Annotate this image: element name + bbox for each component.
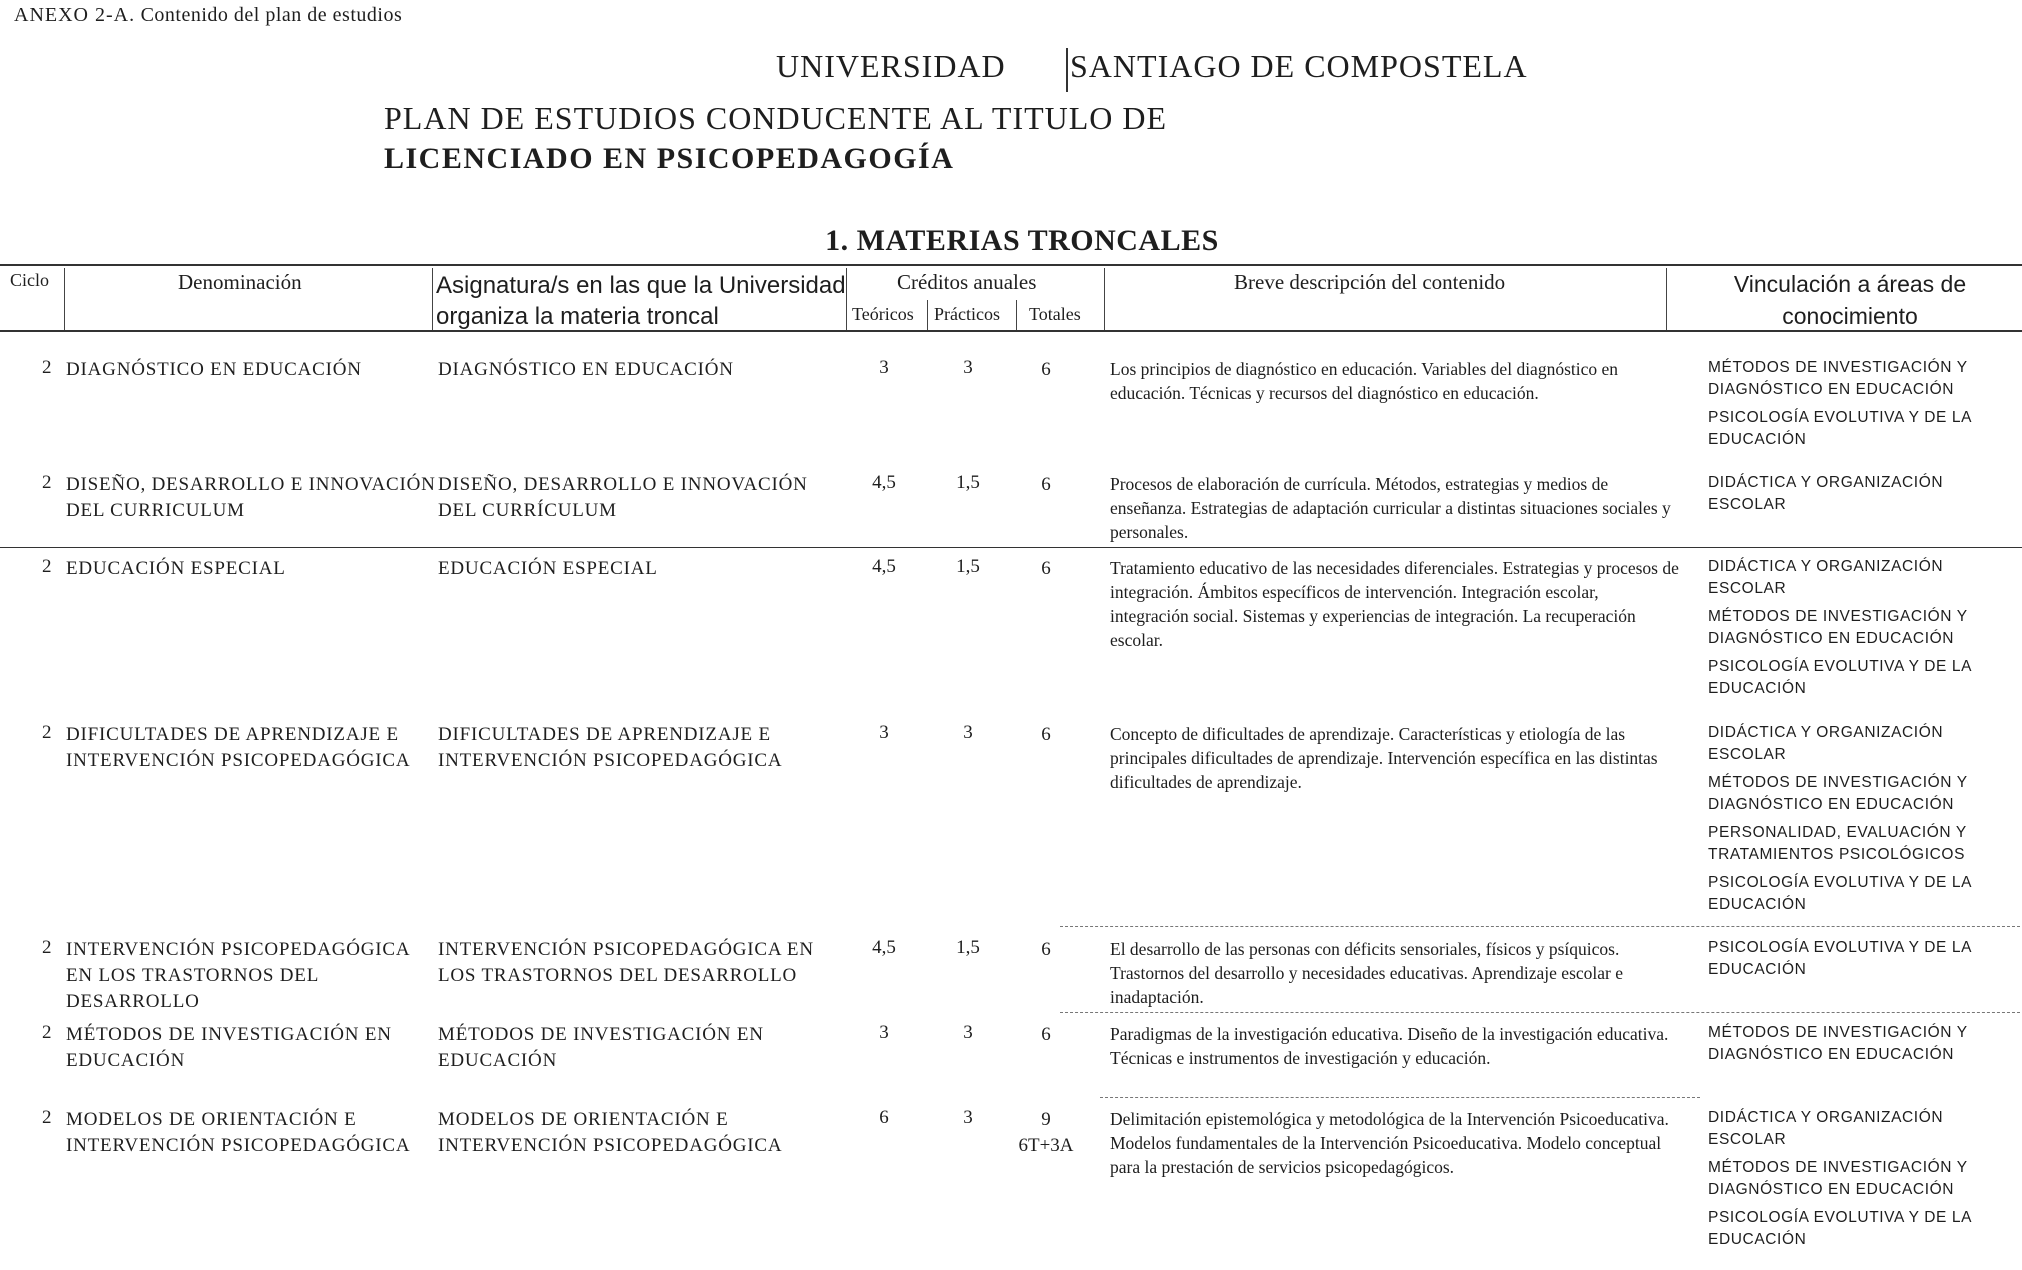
cell-descripcion: Concepto de dificultades de aprendizaje. Características y etiología de las principales dificultades de aprendizaje. Intervención específica en las distintas dificultades de aprendizaje. <box>1110 724 1658 792</box>
totales-value: 6 <box>1041 1024 1051 1045</box>
cell-areas <box>1708 1107 2018 1257</box>
cell-asignatura: EDUCACIÓN ESPECIAL <box>438 558 658 579</box>
col-header-ciclo: Ciclo <box>10 270 49 290</box>
col-header-asignatura-line1: Asignatura/s en las que la Universidad <box>436 272 846 299</box>
header-top-rule <box>0 264 2022 266</box>
annex-heading <box>14 4 402 27</box>
university-name: SANTIAGO DE COMPOSTELA <box>1070 48 1528 84</box>
section-title: 1. MATERIAS TRONCALES <box>825 224 1219 257</box>
col-header-totales: Totales <box>1029 304 1081 324</box>
cell-ciclo: 2 <box>42 357 52 378</box>
area-item: DIDÁCTICA Y ORGANIZACIÓN ESCOLAR <box>1708 1109 1944 1148</box>
cell-teoricos: 3 <box>879 357 889 378</box>
totales-value: 6 <box>1041 474 1051 495</box>
degree-title: LICENCIADO EN PSICOPEDAGOGÍA <box>384 142 955 175</box>
row-divider <box>1060 926 2020 927</box>
cell-teoricos: 4,5 <box>872 556 896 577</box>
totales-value: 9 <box>1041 1109 1051 1130</box>
cell-practicos: 3 <box>963 1022 973 1043</box>
cell-totales <box>1016 472 1076 498</box>
totales-value: 6 <box>1041 724 1051 745</box>
cell-teoricos: 6 <box>879 1107 889 1128</box>
cell-teoricos: 3 <box>879 1022 889 1043</box>
col-divider <box>1016 300 1017 330</box>
cell-denominacion: EDUCACIÓN ESPECIAL <box>66 558 286 579</box>
cell-denominacion: MODELOS DE ORIENTACIÓN E INTERVENCIÓN PSICOPEDAGÓGICA <box>66 1109 411 1156</box>
cell-ciclo: 2 <box>42 722 52 743</box>
cell-asignatura: DIFICULTADES DE APRENDIZAJE E INTERVENCIÓN PSICOPEDAGÓGICA <box>438 724 783 771</box>
cell-totales <box>1016 1107 1076 1159</box>
col-divider <box>432 268 433 330</box>
cell-denominacion: INTERVENCIÓN PSICOPEDAGÓGICA EN LOS TRASTORNOS DEL DESARROLLO <box>66 939 410 1012</box>
col-divider <box>1666 268 1667 330</box>
cell-descripcion: Procesos de elaboración de currícula. Métodos, estrategias y medios de enseñanza. Estrategias de adaptación curricular a distintas situaciones sociales y personales. <box>1110 474 1671 542</box>
area-item: DIDÁCTICA Y ORGANIZACIÓN ESCOLAR <box>1708 474 1944 513</box>
area-item: PSICOLOGÍA EVOLUTIVA Y DE LA EDUCACIÓN <box>1708 939 1972 978</box>
area-item: PERSONALIDAD, EVALUACIÓN Y TRATAMIENTOS PSICOLÓGICOS <box>1708 824 1967 863</box>
area-item: MÉTODOS DE INVESTIGACIÓN Y DIAGNÓSTICO EN EDUCACIÓN <box>1708 608 1968 647</box>
cell-ciclo: 2 <box>42 1107 52 1128</box>
cell-areas <box>1708 722 2018 922</box>
cell-asignatura: DISEÑO, DESARROLLO E INNOVACIÓN DEL CURRÍCULUM <box>438 474 808 521</box>
col-header-vinculacion-line2: conocimiento <box>1782 303 1918 329</box>
cell-practicos: 1,5 <box>956 937 980 958</box>
cell-asignatura: DIAGNÓSTICO EN EDUCACIÓN <box>438 359 734 380</box>
cell-ciclo: 2 <box>42 937 52 958</box>
col-header-vinculacion-line1: Vinculación a áreas de <box>1733 271 1967 297</box>
col-divider <box>64 268 65 330</box>
totales-value: 6 <box>1041 359 1051 380</box>
col-header-teoricos: Teóricos <box>852 304 914 324</box>
col-header-creditos: Créditos anuales <box>897 270 1037 294</box>
col-divider <box>927 300 928 330</box>
cell-ciclo: 2 <box>42 472 52 493</box>
cell-descripcion: Tratamiento educativo de las necesidades diferenciales. Estrategias y procesos de integración. Ámbitos específicos de intervención. Integración escolar, integración social. Sistemas y experiencias de integración. La recuperación escolar. <box>1110 558 1679 650</box>
area-item: MÉTODOS DE INVESTIGACIÓN Y DIAGNÓSTICO EN EDUCACIÓN <box>1708 1159 1968 1198</box>
cell-asignatura: MÉTODOS DE INVESTIGACIÓN EN EDUCACIÓN <box>438 1024 764 1071</box>
university-label: UNIVERSIDAD <box>776 48 1006 84</box>
cell-areas <box>1708 937 2018 987</box>
col-divider <box>1104 268 1105 330</box>
cell-practicos: 3 <box>963 722 973 743</box>
col-header-asignatura <box>436 270 846 332</box>
row-divider <box>0 547 2022 548</box>
col-header-denominacion: Denominación <box>178 270 302 294</box>
totales-value: 6 <box>1041 558 1051 579</box>
cell-teoricos: 4,5 <box>872 472 896 493</box>
col-header-descripcion: Breve descripción del contenido <box>1234 270 1506 294</box>
cell-teoricos: 4,5 <box>872 937 896 958</box>
cell-denominacion: DIFICULTADES DE APRENDIZAJE E INTERVENCIÓN PSICOPEDAGÓGICA <box>66 724 411 771</box>
cell-areas <box>1708 1022 2018 1072</box>
col-header-vinculacion <box>1670 268 2022 332</box>
area-item: PSICOLOGÍA EVOLUTIVA Y DE LA EDUCACIÓN <box>1708 409 1972 448</box>
plan-line: PLAN DE ESTUDIOS CONDUCENTE AL TITULO DE <box>384 100 1168 136</box>
cell-practicos: 1,5 <box>956 556 980 577</box>
cell-ciclo: 2 <box>42 1022 52 1043</box>
cell-ciclo: 2 <box>42 556 52 577</box>
cell-totales <box>1016 722 1076 748</box>
cell-descripcion: Los principios de diagnóstico en educación. Variables del diagnóstico en educación. Técnicas y recursos del diagnóstico en educación. <box>1110 359 1619 403</box>
col-header-asignatura-line2: organiza la materia troncal <box>436 303 719 330</box>
annex-title: Contenido del plan de estudios <box>140 4 403 26</box>
cell-denominacion: MÉTODOS DE INVESTIGACIÓN EN EDUCACIÓN <box>66 1024 392 1071</box>
cell-areas <box>1708 556 2018 706</box>
cell-practicos: 3 <box>963 357 973 378</box>
cell-totales <box>1016 1022 1076 1048</box>
cell-areas <box>1708 357 2018 457</box>
area-item: DIDÁCTICA Y ORGANIZACIÓN ESCOLAR <box>1708 558 1944 597</box>
header-divider <box>1066 48 1068 92</box>
area-item: PSICOLOGÍA EVOLUTIVA Y DE LA EDUCACIÓN <box>1708 1209 1972 1248</box>
cell-denominacion: DIAGNÓSTICO EN EDUCACIÓN <box>66 359 362 380</box>
cell-asignatura: INTERVENCIÓN PSICOPEDAGÓGICA EN LOS TRASTORNOS DEL DESARROLLO <box>438 939 814 986</box>
totales-value: 6 <box>1041 939 1051 960</box>
cell-teoricos: 3 <box>879 722 889 743</box>
cell-totales <box>1016 937 1076 963</box>
col-header-practicos: Prácticos <box>934 304 1000 324</box>
cell-descripcion: Paradigmas de la investigación educativa. Diseño de la investigación educativa. Técnicas e instrumentos de investigación y educación. <box>1110 1024 1669 1068</box>
cell-practicos: 1,5 <box>956 472 980 493</box>
cell-descripcion: Delimitación epistemológica y metodológica de la Intervención Psicoeducativa. Modelos fundamentales de la Intervención Psicoeducativa. Modelo conceptual para la prestación de servicios psicopedagógicos. <box>1110 1109 1669 1177</box>
area-item: MÉTODOS DE INVESTIGACIÓN Y DIAGNÓSTICO EN EDUCACIÓN <box>1708 774 1968 813</box>
cell-practicos: 3 <box>963 1107 973 1128</box>
totales-extra: 6T+3A <box>1018 1135 1074 1156</box>
annex-label: ANEXO 2-A. <box>14 4 136 26</box>
col-divider <box>846 268 847 330</box>
cell-asignatura: MODELOS DE ORIENTACIÓN E INTERVENCIÓN PSICOPEDAGÓGICA <box>438 1109 783 1156</box>
cell-denominacion: DISEÑO, DESARROLLO E INNOVACIÓN DEL CURRICULUM <box>66 474 436 521</box>
cell-areas <box>1708 472 2018 522</box>
area-item: DIDÁCTICA Y ORGANIZACIÓN ESCOLAR <box>1708 724 1944 763</box>
area-item: MÉTODOS DE INVESTIGACIÓN Y DIAGNÓSTICO EN EDUCACIÓN <box>1708 359 1968 398</box>
area-item: PSICOLOGÍA EVOLUTIVA Y DE LA EDUCACIÓN <box>1708 658 1972 697</box>
row-divider <box>1100 1097 1700 1098</box>
cell-descripcion: El desarrollo de las personas con déficits sensoriales, físicos y psíquicos. Trastornos del desarrollo y necesidades educativas. Aprendizaje escolar e inadaptación. <box>1110 939 1623 1007</box>
row-divider <box>1060 1012 2020 1013</box>
area-item: MÉTODOS DE INVESTIGACIÓN Y DIAGNÓSTICO EN EDUCACIÓN <box>1708 1024 1968 1063</box>
cell-totales <box>1016 556 1076 582</box>
cell-totales <box>1016 357 1076 383</box>
area-item: PSICOLOGÍA EVOLUTIVA Y DE LA EDUCACIÓN <box>1708 874 1972 913</box>
